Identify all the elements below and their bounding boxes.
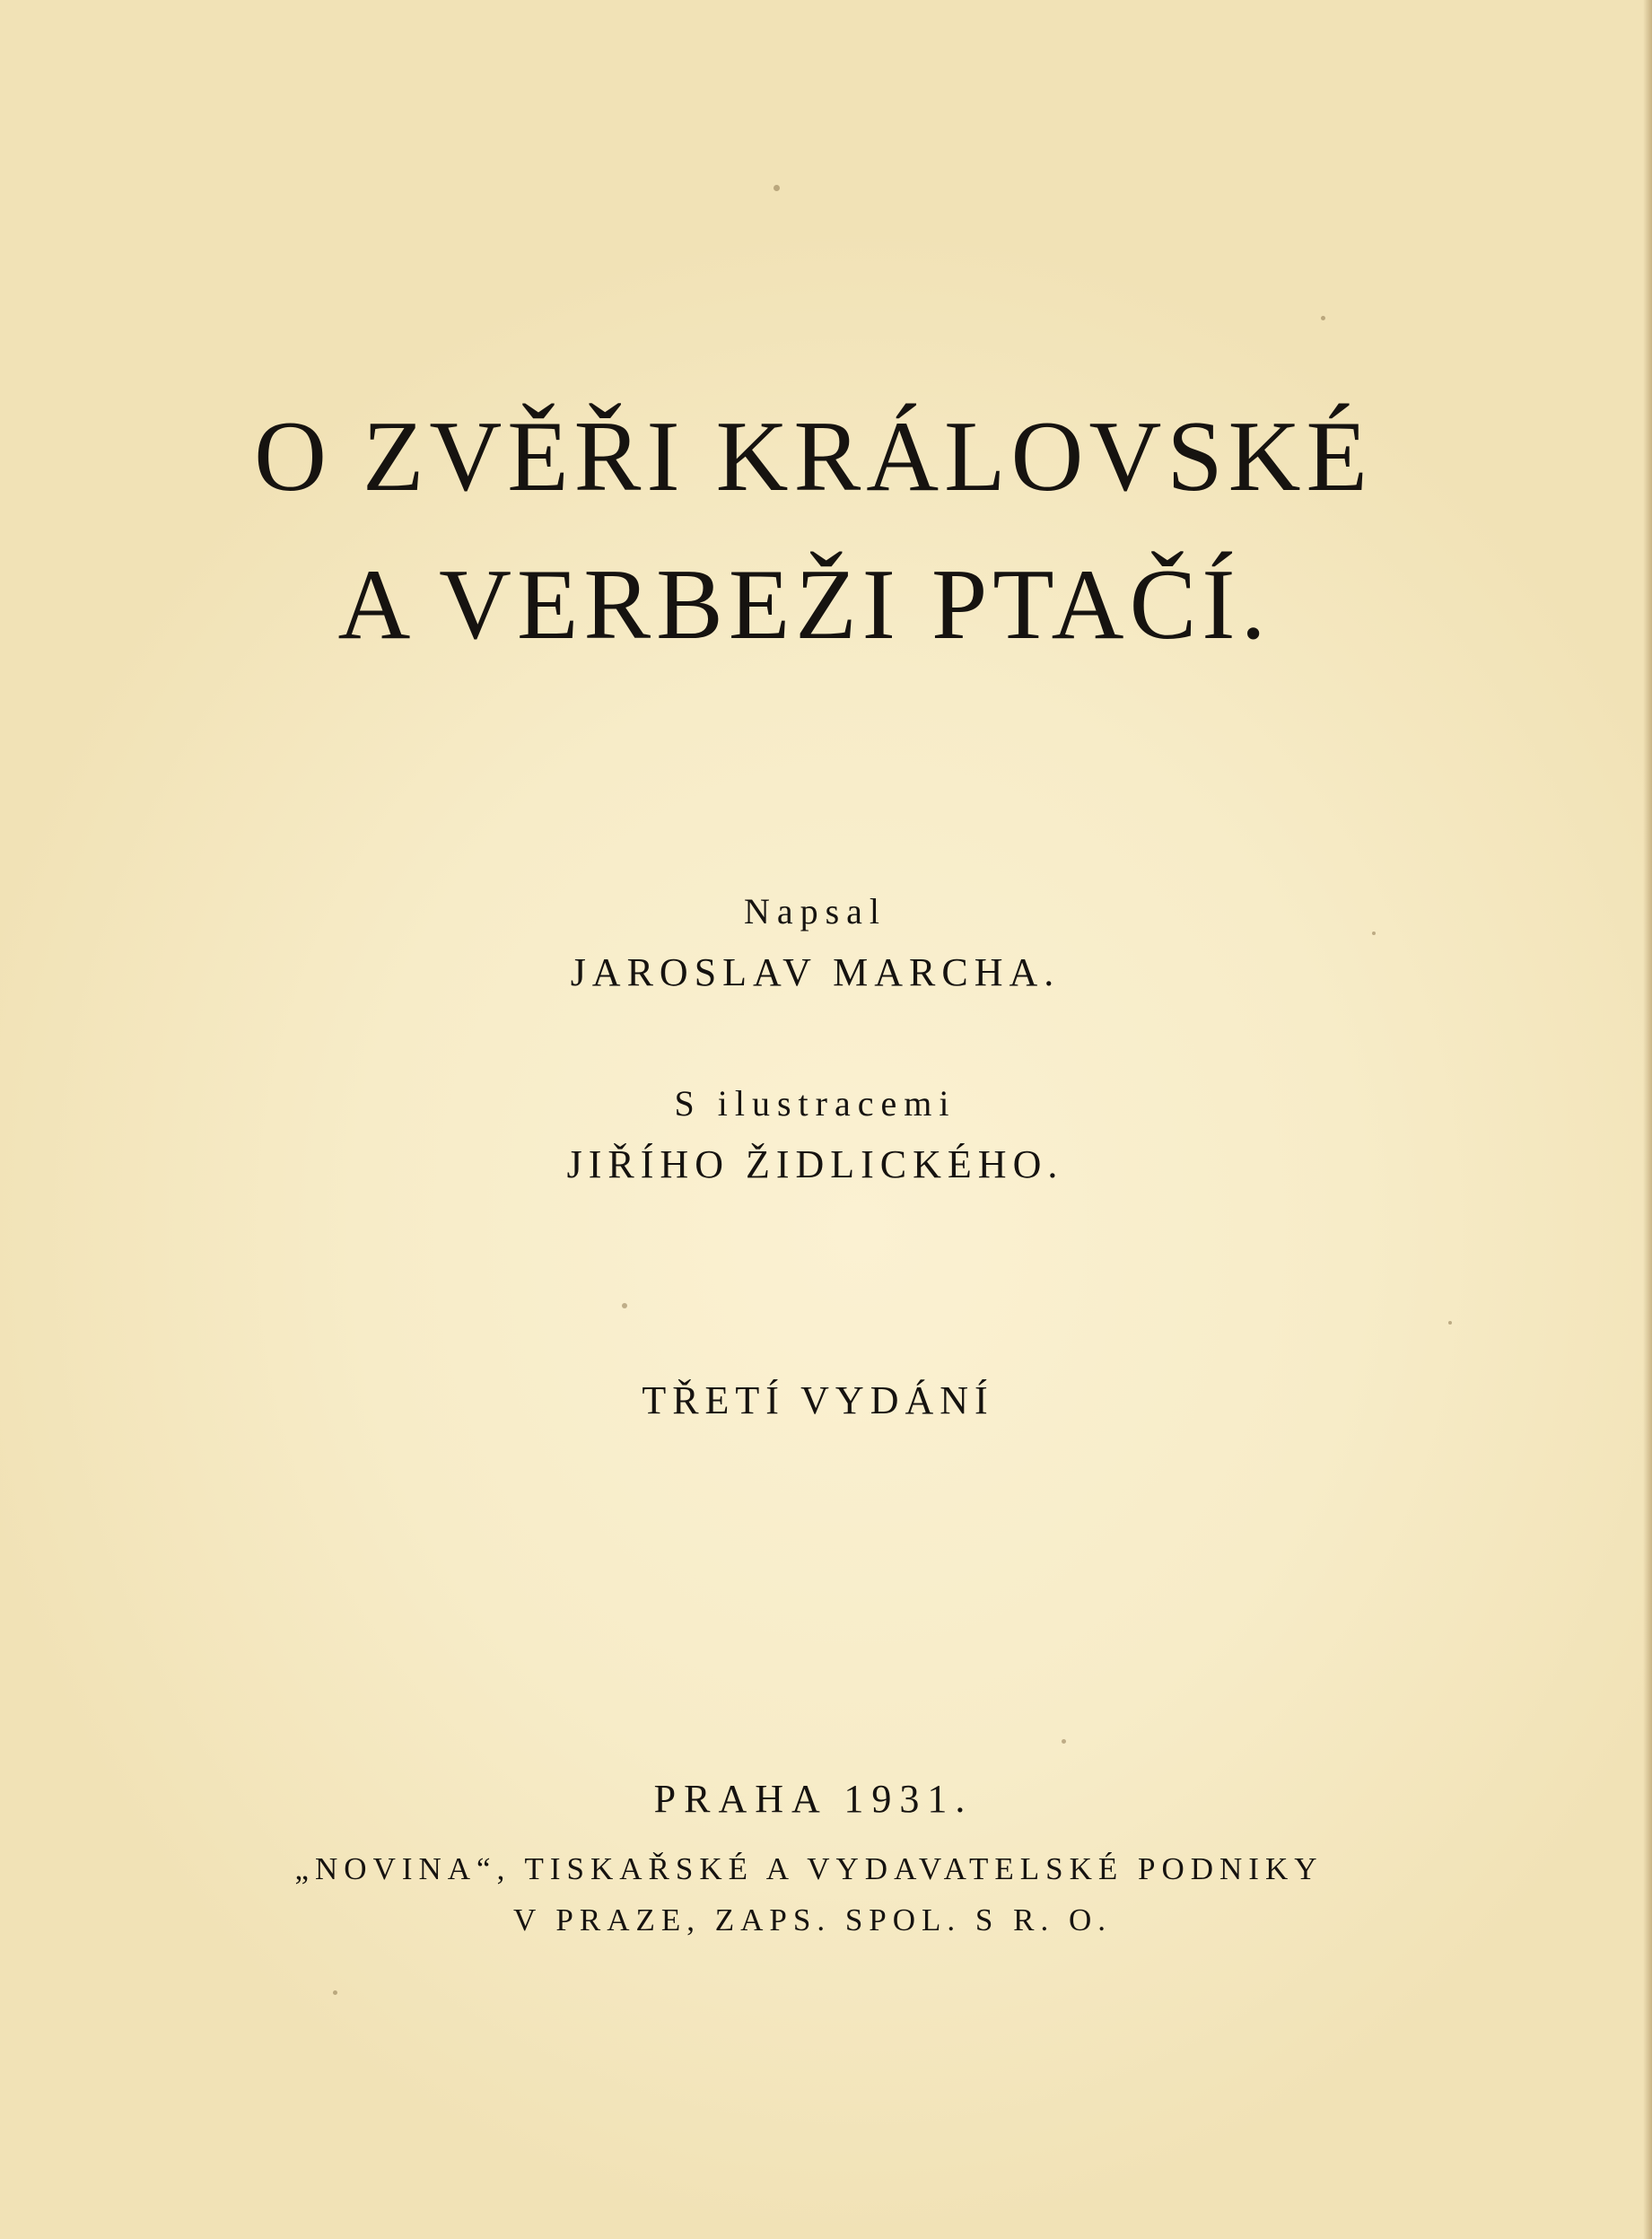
book-title-line-1: O ZVĚŘI KRÁLOVSKÉ (254, 401, 1373, 512)
paper-speck (1321, 316, 1325, 320)
paper-speck (1448, 1321, 1452, 1325)
author-name: JAROSLAV MARCHA. (570, 950, 1061, 994)
paper-speck (622, 1303, 627, 1308)
edition-label: TŘETÍ VYDÁNÍ (642, 1378, 994, 1422)
book-title-line-2: A VERBEŽI PTAČÍ. (337, 549, 1272, 660)
author-label: Napsal (743, 891, 887, 931)
publisher-line-1: „NOVINA“, TISKAŘSKÉ A VYDAVATELSKÉ PODNIKY (294, 1851, 1324, 1886)
paper-edge (1643, 0, 1652, 2239)
paper-speck (774, 185, 780, 191)
illustrator-label: S ilustracemi (674, 1083, 957, 1124)
illustrator-name: JIŘÍHO ŽIDLICKÉHO. (566, 1142, 1064, 1186)
paper-speck (333, 1990, 337, 1995)
publisher-line-2: V PRAZE, ZAPS. SPOL. S R. O. (513, 1902, 1112, 1937)
paper-speck (1062, 1739, 1066, 1744)
imprint-place-year: PRAHA 1931. (653, 1777, 974, 1821)
